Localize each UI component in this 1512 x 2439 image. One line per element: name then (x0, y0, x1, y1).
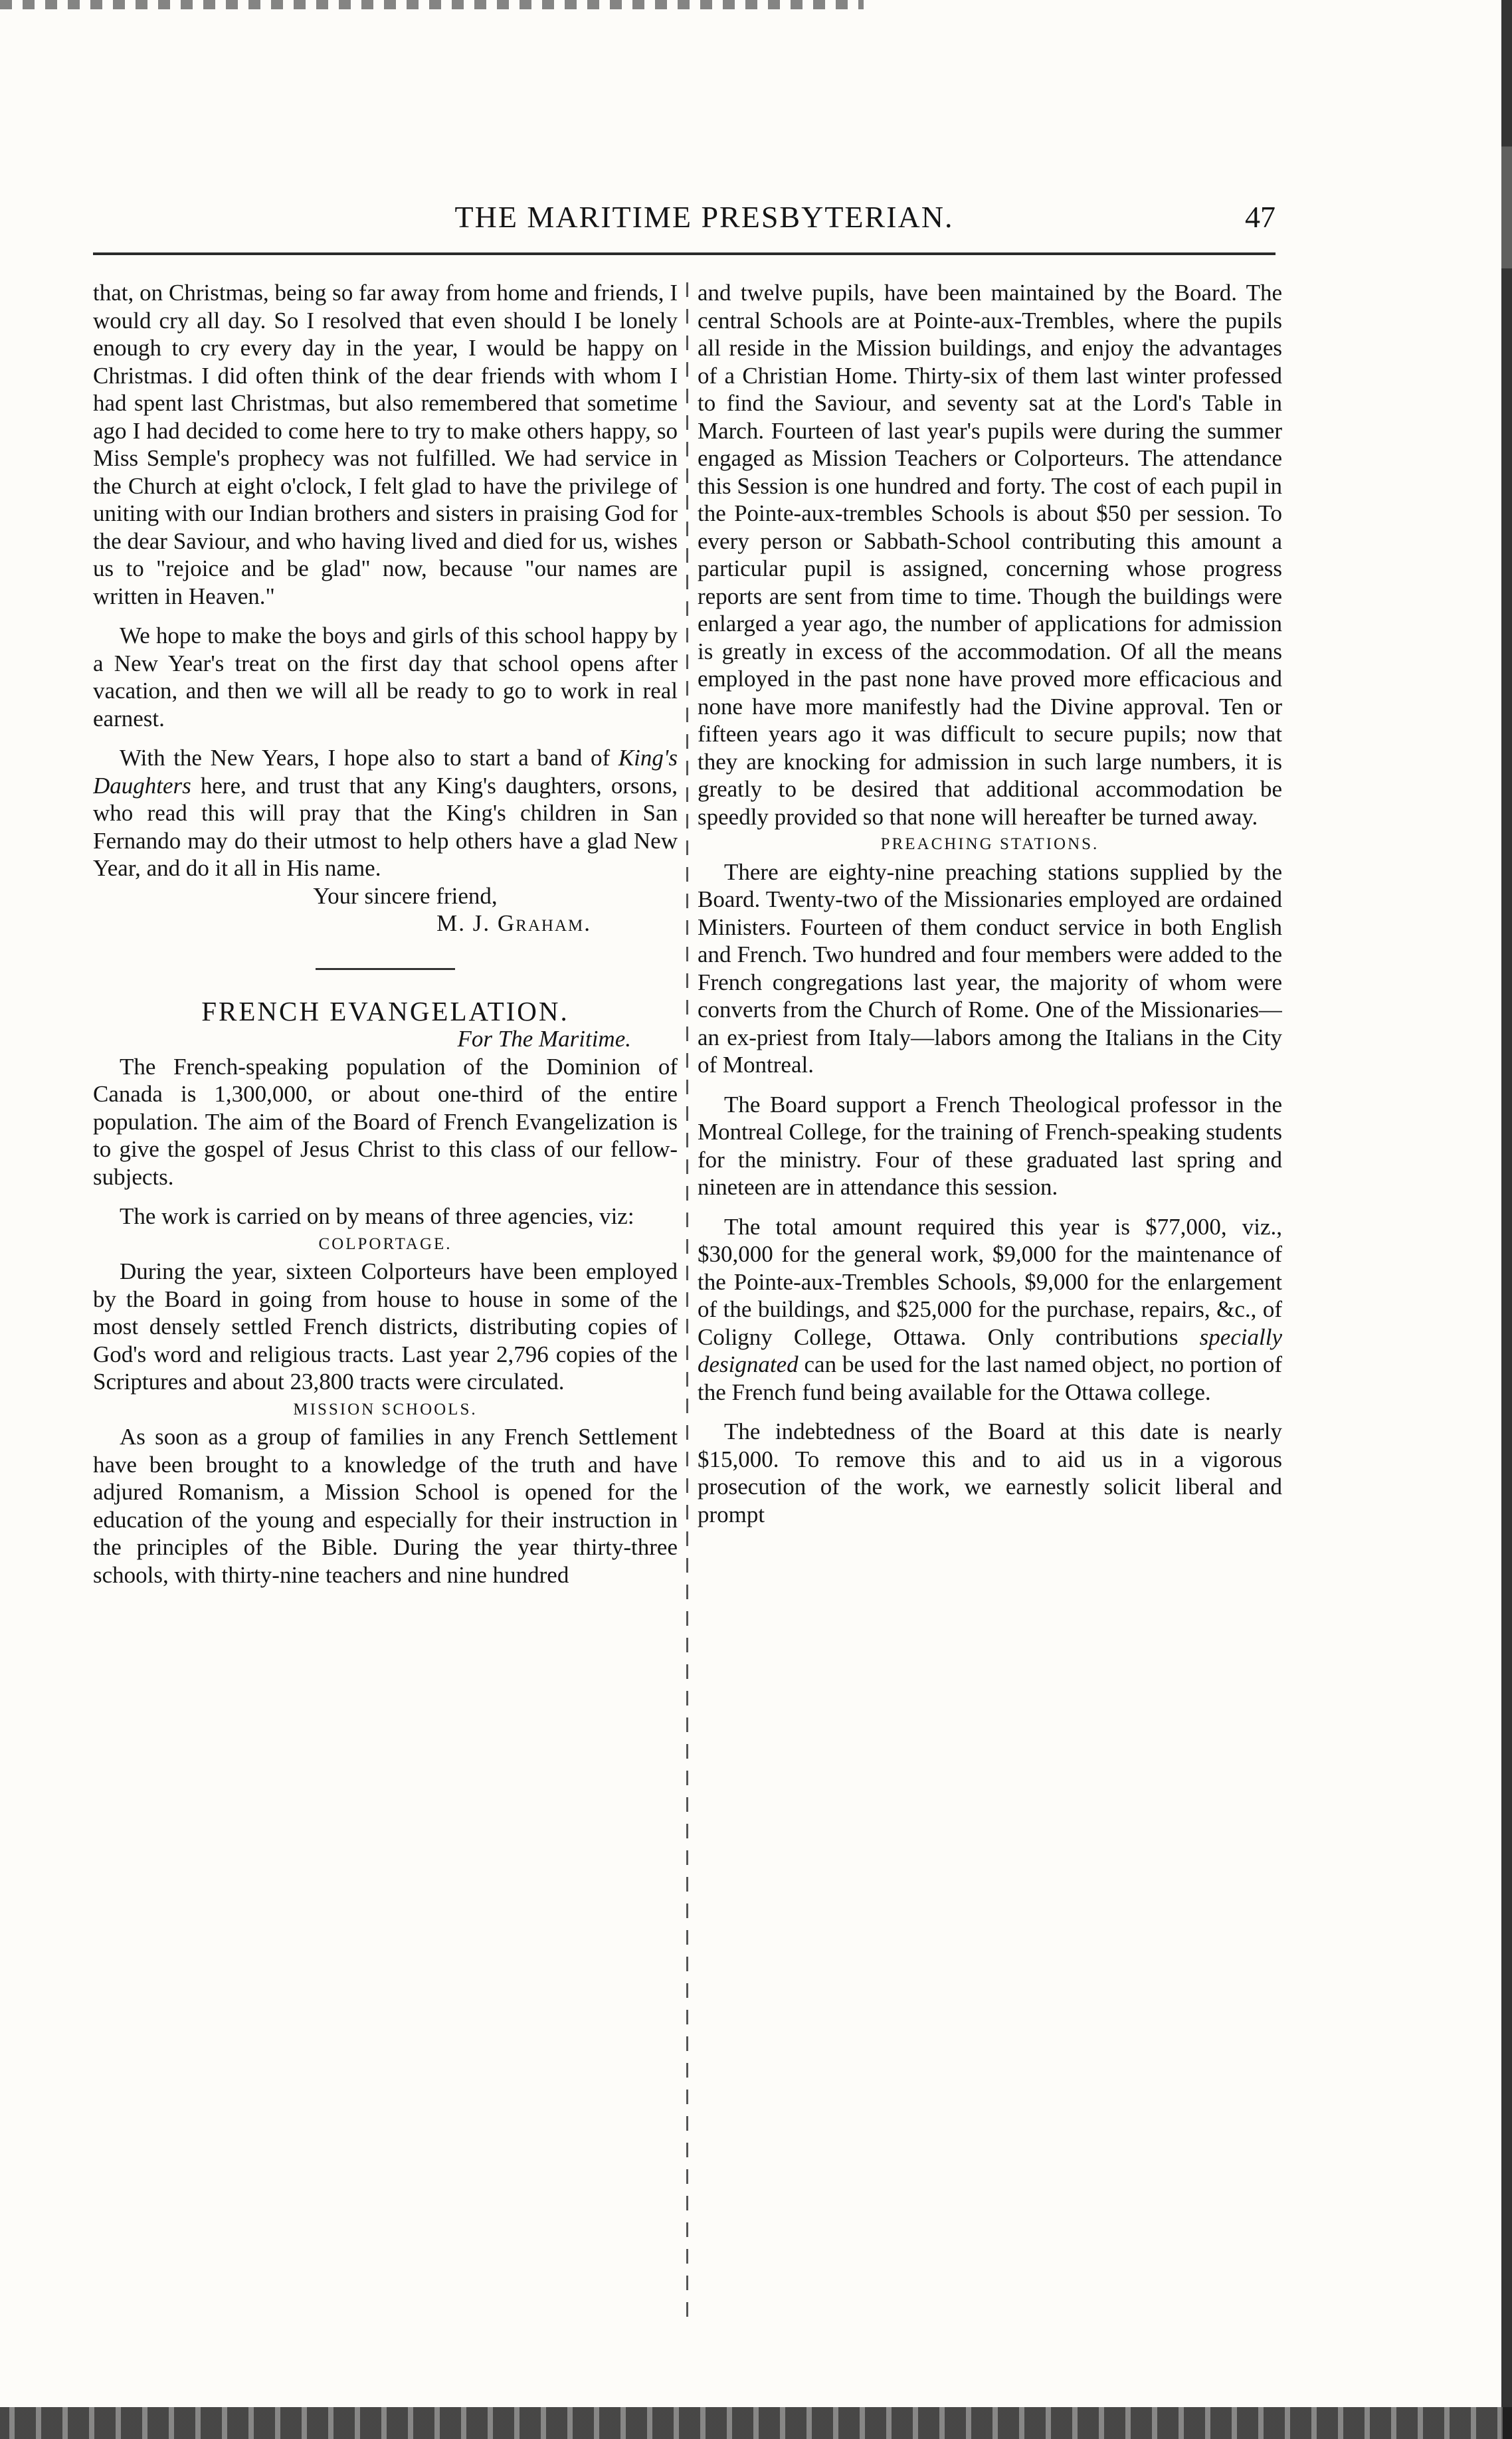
running-title: THE MARITIME PRESBYTERIAN. (454, 200, 954, 234)
page-number: 47 (1245, 200, 1276, 234)
subheading-colportage: COLPORTAGE. (318, 1234, 452, 1253)
article-paragraph: The Board support a French Theological professor in the Montreal College, for the training of French-speaking students for the ministry. Four of these graduated last spring and nineteen are in attendance this session. (698, 1091, 1282, 1200)
emphasis: King's Daughters (93, 745, 678, 799)
article-paragraph: The total amount required this year is $77,000, viz., $30,000 for the general work, $9,000 for the maintenance of the Pointe-aux-Trembles Schools, $9,000 for the enlargement of the buildings, and $25,000 for the purchase, repairs, &c., of Coligny College, Ottawa. Only contributions specially designated can be used for the last named object, no portion of the French fund being available for the Ottawa college. (698, 1213, 1282, 1405)
section-rule (316, 968, 455, 970)
article-paragraph: The indebtedness of the Board at this date is nearly $15,000. To remove this and to aid us in a vigorous prosecution of the work, we earnestly solicit liberal and prompt (698, 1418, 1282, 1527)
scan-edge-right (1501, 0, 1512, 2439)
article-byline: For The Maritime. (457, 1026, 631, 1052)
scan-edge-top (0, 0, 864, 9)
letter-signature: M. J. Graham. (436, 910, 591, 936)
article-paragraph: There are eighty-nine preaching stations supplied by the Board. Twenty-two of the Missionaries employed are ordained Ministers. Fourteen of them conduct service in both English and French. Two hundred and four members were added to the French congregations last year, the majority of whom were converts from the Church of Rome. One of the Missionaries—an ex-priest from Italy—labors among the Italians in the City of Montreal. (698, 858, 1282, 1078)
header-rule (93, 252, 1276, 255)
letter-closing: Your sincere friend, (313, 882, 498, 909)
article-paragraph: The French-speaking population of the Dominion of Canada is 1,300,000, or about one-third of the entire population. The aim of the Board of French Evangelization is to give the gospel of Jesus Christ to this class of our fellow-subjects. (93, 1053, 678, 1190)
subheading-preaching-stations: PREACHING STATIONS. (880, 835, 1099, 853)
scan-edge-bottom (0, 2407, 1512, 2439)
letter-paragraph: We hope to make the boys and girls of this school happy by a New Year's treat on the first day that school opens after vacation, and then we will all be ready to go to work in real earnest. (93, 623, 678, 732)
page-header (133, 199, 1276, 251)
subheading-mission-schools: MISSION SCHOOLS. (293, 1400, 478, 1418)
letter-paragraph: that, on Christmas, being so far away from home and friends, I would cry all day. So I resolved that even should I be lonely enough to cry every day in the year, I would be happy on Christmas. I did often think of the dear friends with whom I had spent last Christmas, but also remembered that sometime ago I had decided to come here to try to make others happy, so Miss Semple's prophecy was not fulfilled. We had service in the Church at eight o'clock, I felt glad to have the privilege of uniting with our Indian brothers and sisters in praising God for the dear Saviour, and who having lived and died for us, wishes us to "rejoice and be glad" now, because "our names are written in Heaven." (93, 280, 678, 609)
right-column (698, 279, 1282, 2352)
column-divider (686, 282, 688, 2329)
emphasis: specially designated (698, 1323, 1282, 1377)
article-title: FRENCH EVANGELATION. (201, 995, 569, 1026)
left-column (93, 279, 678, 2352)
article-paragraph: As soon as a group of families in any French Settlement have been brought to a knowledge of the truth and have adjured Romanism, a Mission School is opened for the education of the young and especially for their instruction in the principles of the Bible. During the year thirty-three schools, with thirty-nine teachers and nine hundred (93, 1424, 678, 1588)
article-paragraph: During the year, sixteen Colporteurs have been employed by the Board in going from house to house in some of the most densely settled French districts, distributing copies of God's word and religious tracts. Last year 2,796 copies of the Scriptures and about 23,800 tracts were circulated. (93, 1258, 678, 1395)
article-paragraph: The work is carried on by means of three agencies, viz: (120, 1203, 634, 1229)
letter-paragraph: With the New Years, I hope also to start a band of King's Daughters here, and trust that any King's daughters, orsons, who read this will pray that the King's children in San Fernando may do their utmost to help others have a glad New Year, and do it all in His name. (93, 745, 678, 881)
article-paragraph: and twelve pupils, have been maintained by the Board. The central Schools are at Pointe-aux-Trembles, where the pupils all reside in the Mission buildings, and enjoy the advantages of a Christian Home. Thirty-six of them last winter professed to find the Saviour, and seventy sat at the Lord's Table in March. Fourteen of last year's pupils were during the summer engaged as Mission Teachers or Colporteurs. The attendance this Session is one hundred and forty. The cost of each pupil in the Pointe-aux-trembles Schools is about $50 per session. To every person or Sabbath-School contributing this amount a particular pupil is assigned, concerning whose progress reports are sent from time to time. Though the buildings were enlarged a year ago, the number of applications for admission is greatly in excess of the accommodation. Of all the means employed in the past none have proved more efficacious and none have more manifestly had the Divine approval. Ten or fifteen years ago it was difficult to secure pupils; now that they are knocking for admission in such large numbers, it is greatly to be desired that additional accommodation be speedly provided so that none will hereafter be turned away. (698, 280, 1282, 830)
